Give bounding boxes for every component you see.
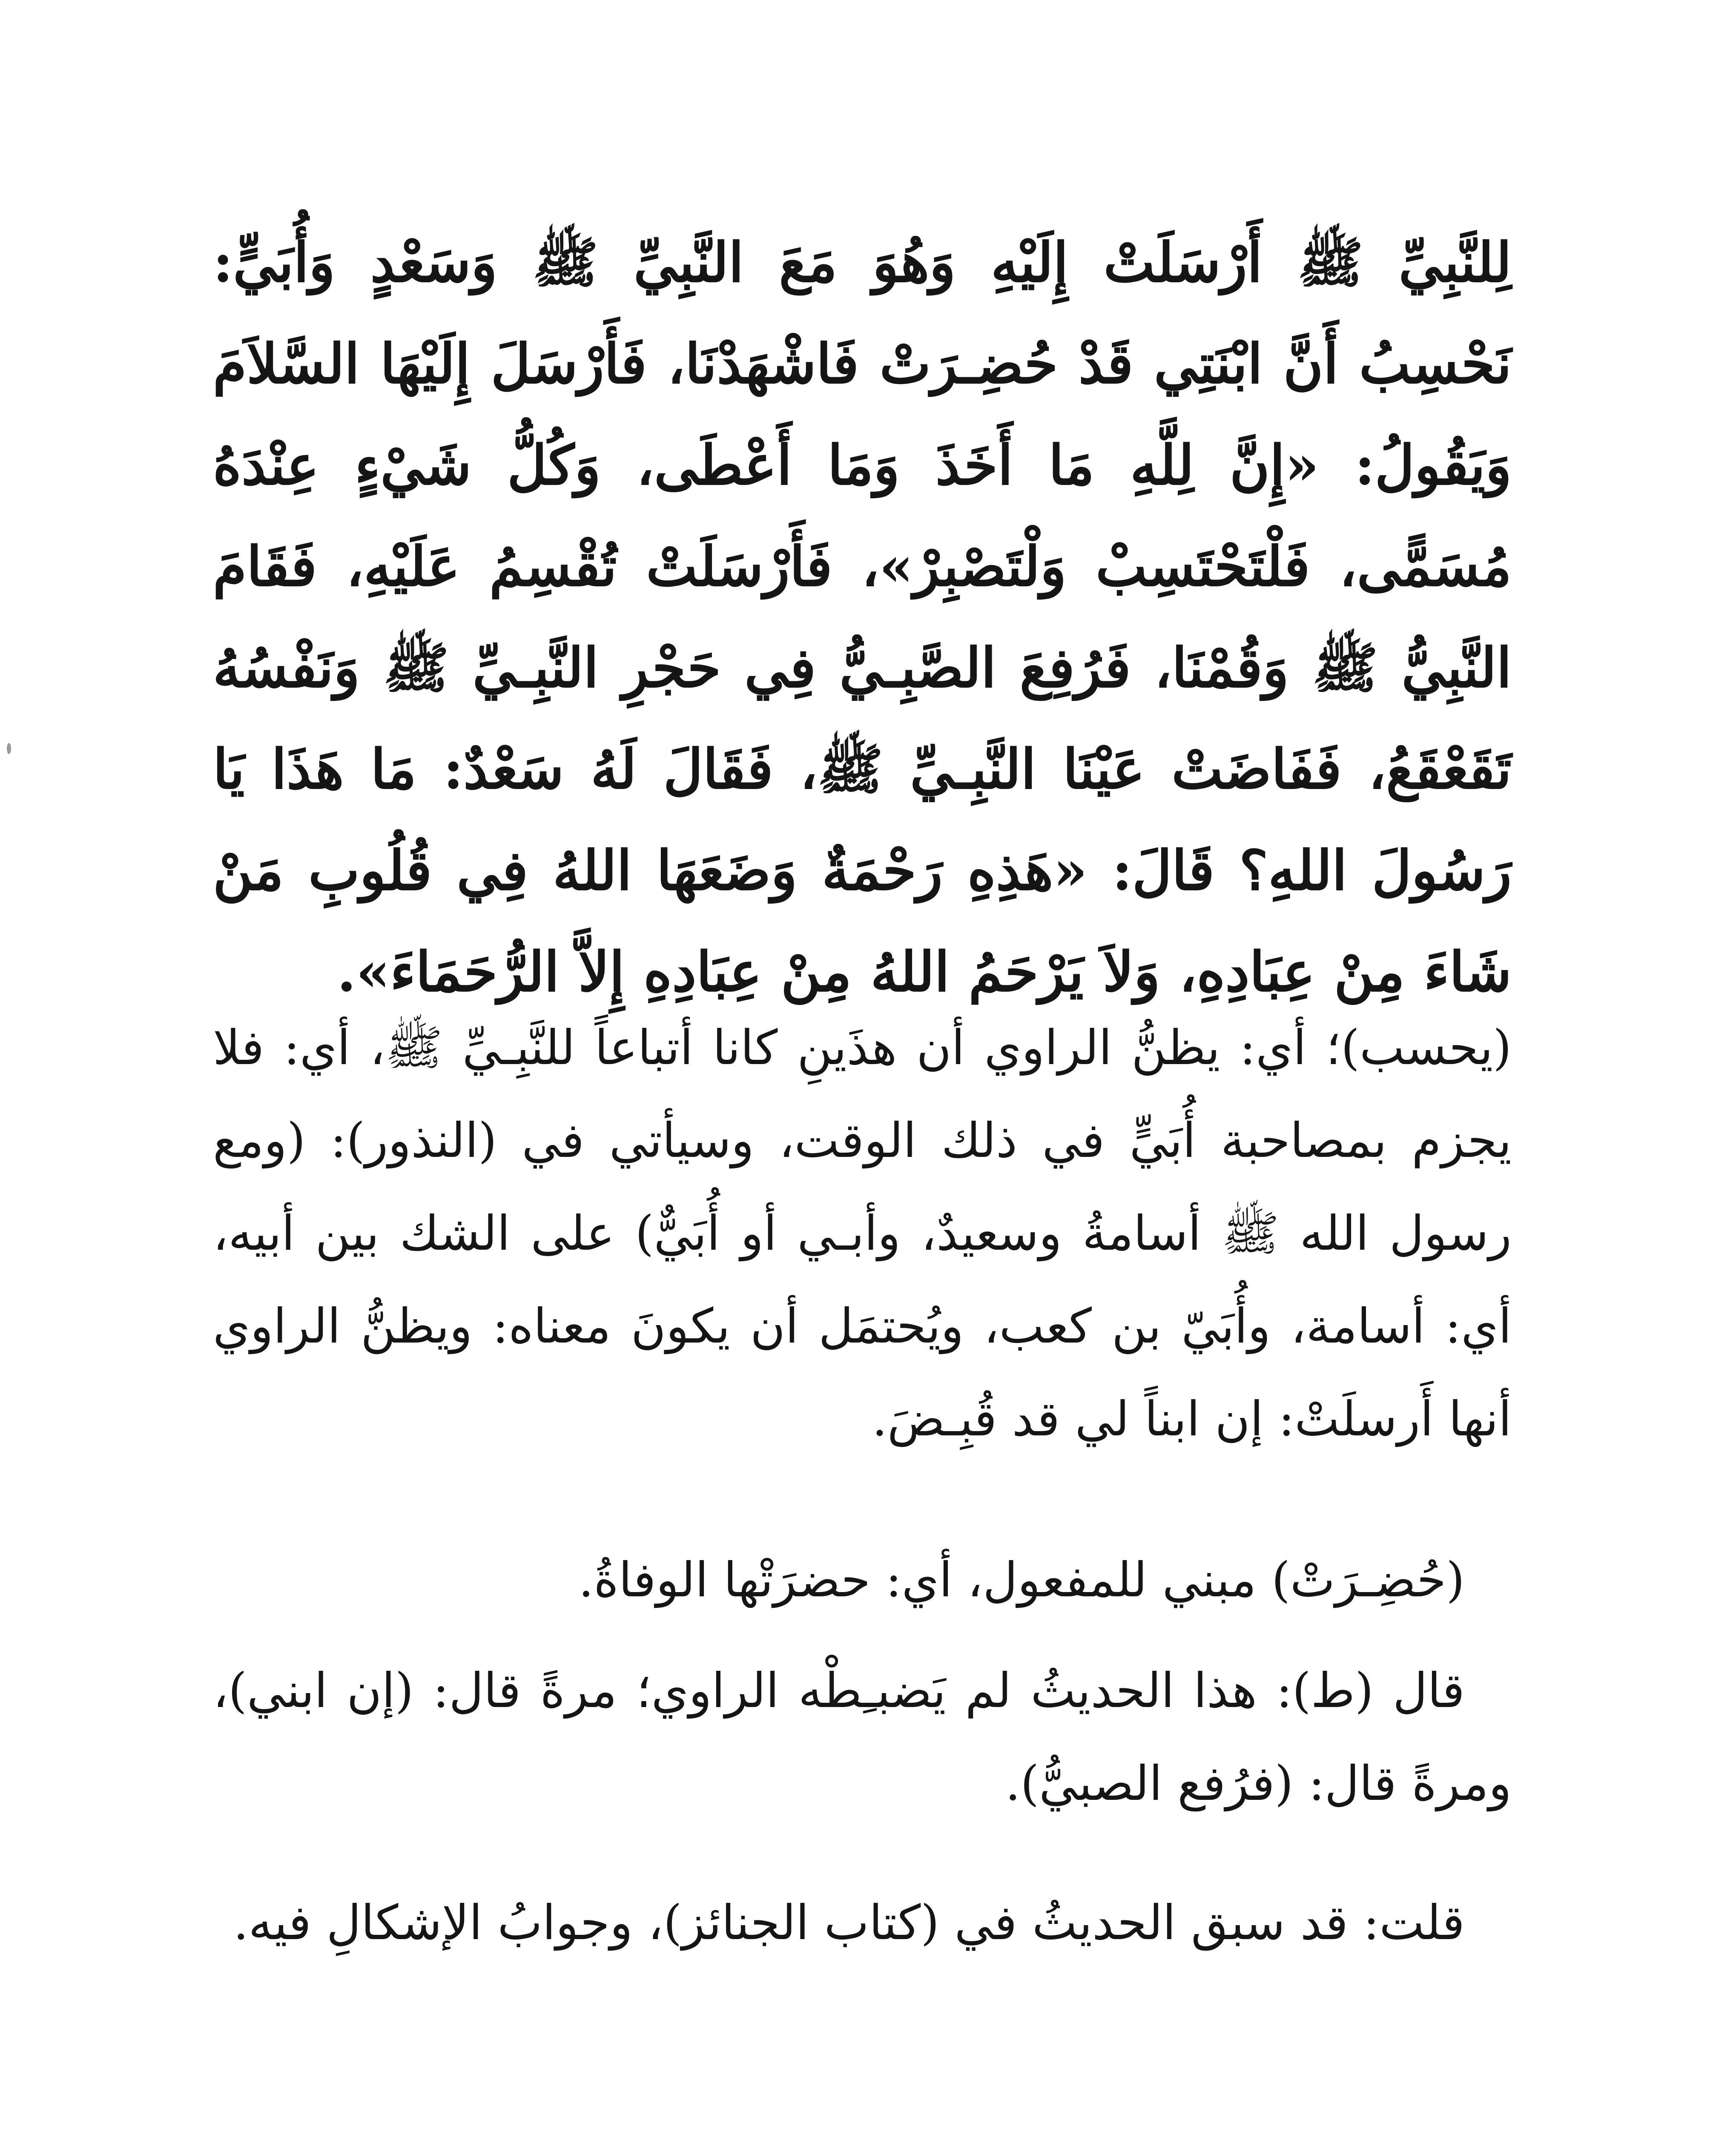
commentary-paragraph-qal-t: قال (ط): هذا الحديثُ لم يَضبـِطْه الراوي؛ مرةً قال: (إن ابني)، ومرةً قال: (فرُفع الصبيُّ). (213, 1663, 1512, 1811)
commentary-paragraph-hudirat: (حُضِـرَتْ) مبني للمفعول، أي: حضرَتْها الوفاةُ. (578, 1552, 1465, 1608)
commentary-paragraph-qultu: قلت: قد سبق الحديثُ في (كتاب الجنائز)، وجوابُ الإشكالِ فيه. (233, 1895, 1465, 1951)
commentary-paragraph-yahsib: (يحسب)؛ أي: يظنُّ الراوي أن هذَينِ كانا أتباعاً للنَّبِـيِّ ﷺ، أي: فلا يجزم بمصاحبة أُبَيٍّ في ذلك الوقت، وسيأتي في (النذور): (ومع رسول الله ﷺ أسامةُ وسعيدٌ، وأبـي أو أُبَيٌّ) على الشك بين أبيه، أي: أسامة، وأُبَيّ بن كعب، ويُحتمَل أن يكونَ معناه: ويظنُّ الراوي أنها أَرسلَتْ: إن ابناً لي قد قُبِـضَ. (213, 1020, 1512, 1447)
scan-speck (7, 743, 11, 754)
hadith-text: لِلنَّبِيِّ ﷺ أَرْسَلَتْ إِلَيْهِ وَهُوَ مَعَ النَّبِيِّ ﷺ وَسَعْدٍ وَأُبَيٍّ: نَحْسِبُ أَنَّ ابْنَتِي قَدْ حُضِـرَتْ فَاشْهَدْنَا، فَأَرْسَلَ إِلَيْهَا السَّلاَمَ وَيَقُولُ: «إِنَّ لِلَّهِ مَا أَخَذَ وَمَا أَعْطَى، وَكُلُّ شَيْءٍ عِنْدَهُ مُسَمًّى، فَلْتَحْتَسِبْ وَلْتَصْبِرْ»، فَأَرْسَلَتْ تُقْسِمُ عَلَيْهِ، فَقَامَ النَّبِيُّ ﷺ وَقُمْنَا، فَرُفِعَ الصَّبِـيُّ فِي حَجْرِ النَّبِـيِّ ﷺ وَنَفْسُهُ تَقَعْقَعُ، فَفَاضَتْ عَيْنَا النَّبِـيِّ ﷺ، فَقَالَ لَهُ سَعْدٌ: مَا هَذَا يَا رَسُولَ اللهِ؟ قَالَ: «هَذِهِ رَحْمَةٌ وَضَعَهَا اللهُ فِي قُلُوبِ مَنْ شَاءَ مِنْ عِبَادِهِ، وَلاَ يَرْحَمُ اللهُ مِنْ عِبَادِهِ إِلاَّ الرُّحَمَاءَ». (213, 231, 1512, 1004)
